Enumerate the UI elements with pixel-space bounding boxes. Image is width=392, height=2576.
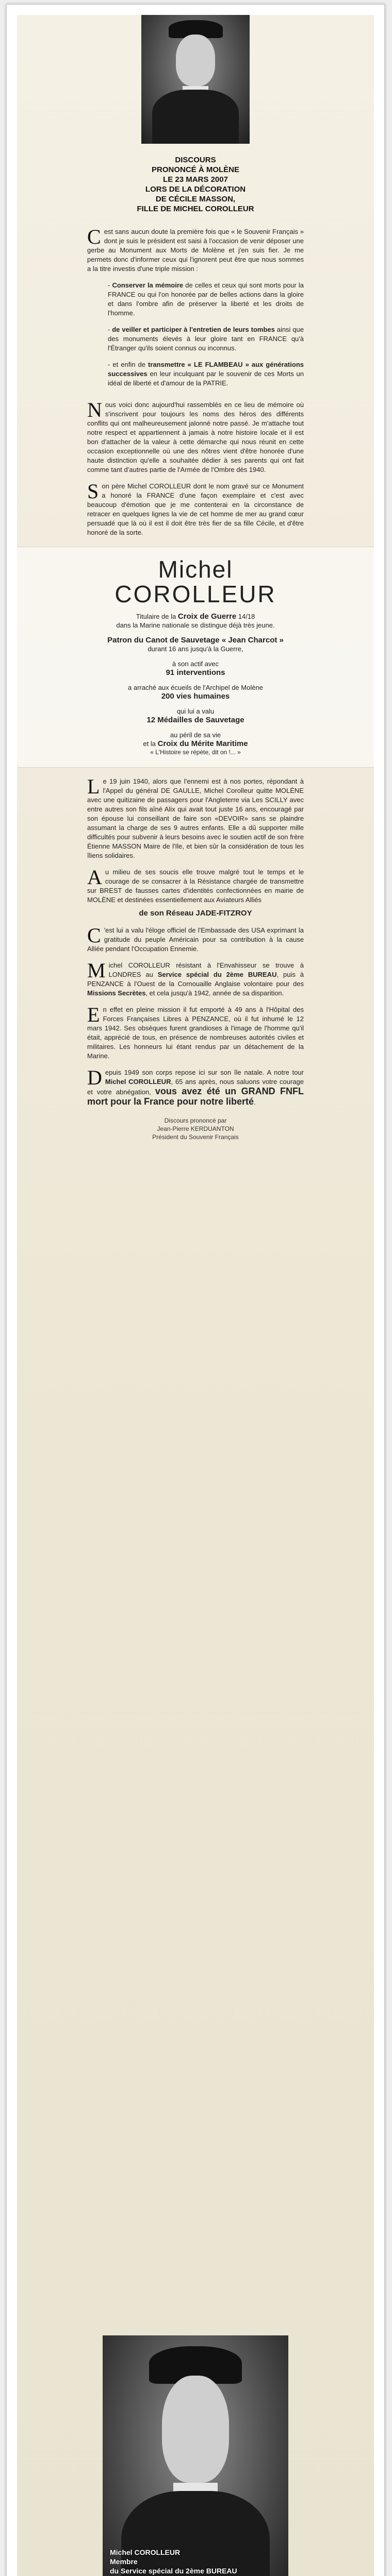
- speech-column: [87, 155, 304, 1141]
- honour-post: 14/18: [236, 613, 255, 620]
- paragraph-london: [87, 961, 304, 998]
- face-shape: [176, 35, 215, 86]
- honour-bold: 91 interventions: [166, 668, 225, 677]
- mission-3: - et enfin de transmettre « LE FLAMBEAU » aux générations successives en leur inculquant par le souvenir de ces Morts un idéal de liberté et d'amour de la PATRIE.: [108, 361, 304, 387]
- dropcap: N: [87, 398, 102, 421]
- dropcap: L: [87, 775, 100, 798]
- paragraph-1940: [87, 777, 304, 860]
- signature-line: Président du Souvenir Français: [152, 1133, 239, 1141]
- caption-line: du Service spécial du 2ème BUREAU: [110, 2567, 237, 2575]
- paragraph-gathering: [87, 400, 304, 474]
- photo-caption: [110, 2548, 237, 2576]
- paragraph-text: .: [254, 1098, 256, 1106]
- story-body: [87, 777, 304, 1107]
- mission-2: - de veiller et participer à l'entretien de leurs tombes ainsi que des monuments élevés à leur gloire tant en FRANCE qu'à l'Étranger qu'ils soient connus ou inconnus.: [108, 326, 304, 352]
- honours-list: [17, 612, 374, 757]
- honour-line: dans la Marine nationale se distingue déjà très jeune.: [116, 621, 275, 629]
- honour-line: durant 16 ans jusqu'à la Guerre,: [148, 645, 243, 653]
- page-frame: [6, 4, 385, 2576]
- paragraph-text: est sans aucun doute la première fois que « le Souvenir Français » dont je suis le président est saisi à l'occasion de venir déposer une gerbe au Monument aux Morts de Molène et j'en suis fier. Je me permets donc d'informer ceux qui l'ignorent peut être que nous sommes a la titre investis d'une triple mission :: [87, 228, 304, 273]
- honour-bold: 12 Médailles de Sauvetage: [146, 716, 244, 724]
- paragraph-father: [87, 482, 304, 537]
- paragraph-bold: Michel COROLLEUR: [105, 1078, 171, 1086]
- honour-line: au péril de sa vie: [170, 731, 221, 739]
- caption-line: Michel COROLLEUR: [110, 2548, 181, 2556]
- paragraph-resistance: [87, 868, 304, 905]
- dropcap: C: [87, 924, 101, 947]
- paragraph-text: e 19 juin 1940, alors que l'ennemi est à nos portes, répondant à l'Appel du général DE GAULLE, Michel Corolleur quitte MOLÈNE avec une quitizaine de passagers pour l'Angleterre via Les SCILLY avec entre autres son fils aîné Alix qui avait tout juste 16 ans, encouragé par son épouse lui conseillant de faire son «DEVOIR» sans se plaindre assumant la charge de ses 9 autres enfants. Elle a dû supporter mille difficultés pour subvenir à leurs besoins avec le soutien actif de son frère Étienne MASSON Maire de l'Ile, et bien sûr la considération de tous les îliens solidaires.: [87, 777, 304, 859]
- mission-3-text: en leur inculquant par le souvenir de ces Morts un idéal de liberté et d'amour de la PATRIE.: [108, 370, 304, 387]
- paragraph-death: [87, 1005, 304, 1061]
- title-line-5: DE CÉCILE MASSON,: [155, 195, 236, 204]
- caption-line: Membre: [110, 2557, 138, 2566]
- paragraph-text: epuis 1949 son corps repose ici sur son île natale. A notre tour: [105, 1069, 304, 1076]
- speech-body: [87, 227, 304, 537]
- portrait-photo-top: [141, 15, 250, 144]
- mission-1: - Conserver la mémoire de celles et ceux qui sont morts pour la FRANCE ou qui l'on honorée par de belles actions dans la gloire et dans l'ombre afin de préserver la liberté et les droits de l'homme.: [108, 281, 304, 317]
- honour-line: à son actif avec: [172, 660, 219, 668]
- mission-1-bold: Conserver la mémoire: [112, 281, 184, 289]
- mission-3-bold: transmettre « LE FLAMBEAU » aux générations successives: [108, 361, 304, 378]
- portrait-photo-bottom: [103, 2335, 288, 2576]
- title-line-1: DISCOURS: [175, 156, 216, 164]
- face-shape: [162, 2376, 229, 2483]
- paragraph-text: 'est lui a valu l'éloge officiel de l'Embassade des USA exprimant la gratitude du peuple Américain pour sa contribution à la cause Alliée pendant l'Occupation Ennemie.: [87, 926, 304, 953]
- honour-bold: Croix de Guerre: [177, 612, 237, 621]
- mission-3-pre: et enfin de: [112, 361, 149, 368]
- mission-2-bold: de veiller et participer à l'entretien de leurs tombes: [112, 326, 275, 333]
- honour-line: [17, 692, 374, 701]
- dropcap: S: [87, 480, 99, 503]
- honoree-last-name: COROLLEUR: [115, 581, 276, 607]
- honour-bold: 200 vies humaines: [161, 692, 230, 701]
- signature-line: Jean-Pierre KERDUANTON: [157, 1125, 234, 1132]
- honour-line: [17, 739, 374, 748]
- title-line-4: LORS DE LA DÉCORATION: [145, 185, 246, 194]
- paragraph-text: on père Michel COROLLEUR dont le nom gravé sur ce Monument a honoré la FRANCE d'une façon exemplaire et c'est avec beaucoup d'émotion que je me contenterai en la circonstance de retracer en quelques lignes la vie de cet homme de mer au grand cœur persuadé que là où il est il doit être très fier de sa fille Cécile, et d'être honoré de la sorte.: [87, 482, 304, 536]
- honour-line: [17, 636, 374, 645]
- honour-line: [17, 668, 374, 677]
- network-name: [87, 909, 304, 918]
- page-content: [17, 15, 374, 2576]
- paragraph-bold: Service spécial du 2ème BUREAU: [157, 971, 277, 978]
- paragraph-text: ous voici donc aujourd'hui rassemblés en ce lieu de mémoire où s'inscrivent pour toujours les noms des héros des différents conflits qui ont malheureusement jalonné notre passé. Je m'attache tout notre respect et appartiennent à jamais à notre histoire locale et il est bon d'attacher de la valeur à cette démarche qui nous réunit en cette occasion exceptionnelle où une des nôtres vient d'être honorée d'une haute distinction qu'elle a souhaitée dédier à ses parents qui ont fait comme tant d'autres partie de l'Armée de l'Ombre dès 1940.: [87, 401, 304, 473]
- mission-1-text: de celles et ceux qui sont morts pour la FRANCE ou qui l'on honorée par de belles actions dans la gloire et dans l'ombre afin de préserver la liberté et les droits de l'homme.: [108, 281, 304, 317]
- paragraph-text: , et cela jusqu'à 1942, année de sa disparition.: [145, 989, 284, 997]
- network-name-text: de son Réseau JADE-FITZROY: [139, 909, 252, 918]
- dropcap: A: [87, 866, 102, 889]
- honour-pre: Titulaire de la: [136, 613, 178, 620]
- paragraph-text: u milieu de ses soucis elle trouve malgré tout le temps et le courage de se consacrer à la Résistance chargée de transmettre sur BREST de fausses cartes d'identités confectionnées en mairie de MOLÈNE et destinées essentiellement aux Aviateurs Alliés: [87, 868, 304, 904]
- title-line-2: PRONONCÉ À MOLÈNE: [151, 165, 239, 174]
- mission-2-text: ainsi que des monuments élevés à leur gloire tant en FRANCE qu'à l'Étranger qu'ils soient connus ou inconnus.: [108, 326, 304, 352]
- jacket-shape: [152, 90, 239, 144]
- paragraph-text: n effet en pleine mission il fut emporté à 49 ans à l'Hôpital des Forces Françaises Libres à PENZANCE, où il fut inhumé le 12 mars 1942. Ses obsèques furent grandioses à l'image de l'homme qu'il était, apprécié de tous, en présence de nombreuses autorités civiles et militaires. Les honneurs lui étant rendus par un détachement de la Marine.: [87, 1006, 304, 1060]
- title-line-3: LE 23 MARS 2007: [163, 175, 228, 184]
- paragraph-text: ichel COROLLEUR résistant à l'Envahisseur se trouve à LONDRES au: [108, 961, 304, 978]
- honour-line: a arraché aux écueils de l'Archipel de Molène: [128, 684, 263, 691]
- dropcap: C: [87, 225, 101, 248]
- speech-signature: [87, 1116, 304, 1141]
- paragraph-intro: [87, 227, 304, 274]
- honour-line: [17, 612, 374, 621]
- signature-line: Discours prononcé par: [164, 1117, 227, 1124]
- honour-pre: et la: [143, 740, 158, 748]
- honour-line: [17, 716, 374, 724]
- honour-bold: Patron du Canot de Sauvetage « Jean Charcot »: [107, 636, 284, 645]
- speech-title: [87, 155, 304, 214]
- paragraph-text: , 65 ans après, nous saluons votre courage et votre abnégation,: [87, 1078, 304, 1096]
- paragraph-bold: Missions Secrètes: [87, 989, 146, 997]
- title-line-6: FILLE DE MICHEL COROLLEUR: [137, 205, 254, 213]
- honours-band: [17, 547, 374, 768]
- honour-bold: Croix du Mérite Maritime: [157, 739, 248, 748]
- paragraph-usa: [87, 926, 304, 954]
- honoree-first-name: Michel: [158, 556, 233, 583]
- paragraph-tribute: [87, 1068, 304, 1107]
- dropcap: D: [87, 1066, 102, 1089]
- dropcap: E: [87, 1003, 100, 1026]
- honour-line: qui lui a valu: [176, 707, 215, 715]
- paragraph-text: , puis à PENZANCE à l'Ouest de la Cornouaille Anglaise volontaire pour des: [87, 971, 304, 988]
- honour-line: « L'Histoire se répète, dit on !... »: [150, 749, 241, 756]
- paragraph-bold-large: vous avez été un GRAND FNFL mort pour la France pour notre liberté: [87, 1086, 304, 1107]
- dropcap: M: [87, 959, 106, 982]
